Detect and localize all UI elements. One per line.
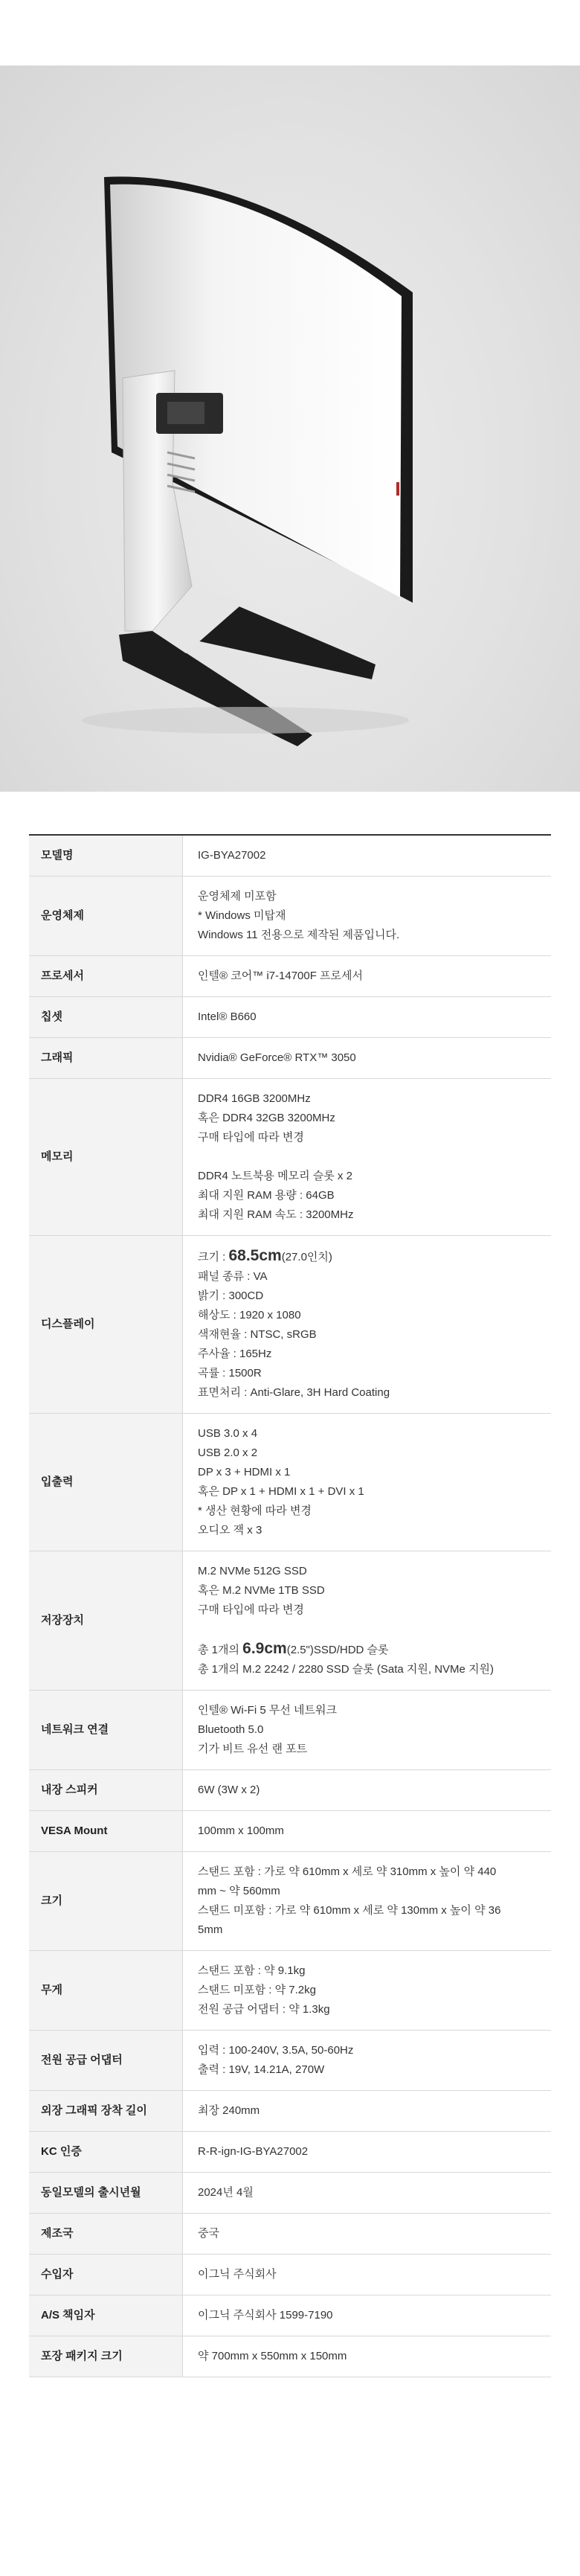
- spec-label: 전원 공급 어댑터: [29, 2031, 183, 2091]
- spec-line: 6W (3W x 2): [198, 1784, 260, 1796]
- spec-row-release: [29, 2173, 551, 2214]
- spec-line: 표면처리 : Anti-Glare, 3H Hard Coating: [198, 1386, 390, 1399]
- spec-row-io: [29, 1414, 551, 1551]
- spec-line: 총 1개의 M.2 2242 / 2280 SSD 슬롯 (Sata 지원, NVMe 지원): [198, 1663, 494, 1676]
- spec-value: [183, 997, 552, 1038]
- line-gap: [198, 1147, 536, 1167]
- spec-row-storage: [29, 1551, 551, 1691]
- spec-row-graphics: [29, 1038, 551, 1079]
- curved-monitor-illustration: [0, 65, 580, 792]
- size-suffix: (27.0인치): [281, 1251, 332, 1263]
- spec-line: * 생산 현황에 따라 변경: [198, 1505, 312, 1517]
- spec-row-size: [29, 1852, 551, 1951]
- spec-line: mm ~ 약 560mm: [198, 1885, 280, 1897]
- spec-label: 제조국: [29, 2214, 183, 2255]
- spec-value: [183, 1951, 552, 2031]
- product-photo: [0, 65, 580, 792]
- spec-value: [183, 835, 552, 877]
- spec-line: 2024년 4월: [198, 2186, 254, 2199]
- spec-row-chipset: [29, 997, 551, 1038]
- spec-label: 네트워크 연결: [29, 1691, 183, 1770]
- spec-line: Windows 11 전용으로 제작된 제품입니다.: [198, 929, 400, 941]
- spec-line: 해상도 : 1920 x 1080: [198, 1309, 301, 1321]
- spec-value: [183, 1691, 552, 1770]
- spec-line: 기가 비트 유선 랜 포트: [198, 1743, 308, 1755]
- spec-table: [29, 834, 551, 2377]
- spec-line: Bluetooth 5.0: [198, 1723, 264, 1736]
- spec-row-speaker: [29, 1770, 551, 1811]
- spec-line: 최장 240mm: [198, 2104, 260, 2117]
- spec-value: [183, 2132, 552, 2173]
- spec-line: 최대 지원 RAM 속도 : 3200MHz: [198, 1208, 354, 1221]
- size-prefix: 크기 :: [198, 1251, 229, 1263]
- spec-value: [183, 2255, 552, 2295]
- spec-label: 포장 패키지 크기: [29, 2336, 183, 2377]
- spec-line: 주사율 : 165Hz: [198, 1348, 272, 1360]
- bay-highlight: 6.9cm: [242, 1640, 287, 1657]
- spec-row-os: [29, 877, 551, 956]
- spec-label: 외장 그래픽 장착 길이: [29, 2091, 183, 2132]
- spec-label: 내장 스피커: [29, 1770, 183, 1811]
- line-gap: [198, 1620, 536, 1639]
- bay-suffix: (2.5")SSD/HDD 슬롯: [286, 1644, 389, 1656]
- spec-row-display: [29, 1236, 551, 1414]
- spec-line: 운영체제 미포함: [198, 890, 277, 903]
- spec-label: 프로세서: [29, 956, 183, 997]
- spec-line: IG-BYA27002: [198, 849, 266, 862]
- spec-label: A/S 책임자: [29, 2295, 183, 2336]
- spec-label: 크기: [29, 1852, 183, 1951]
- spec-line: 구매 타입에 따라 변경: [198, 1131, 304, 1144]
- spec-line: 곡률 : 1500R: [198, 1367, 262, 1380]
- spec-row-network: [29, 1691, 551, 1770]
- spec-label: 모델명: [29, 835, 183, 877]
- spec-line: 혹은 M.2 NVMe 1TB SSD: [198, 1584, 325, 1597]
- spec-value: [183, 1236, 552, 1414]
- spec-line: Intel® B660: [198, 1010, 257, 1023]
- spec-row-processor: [29, 956, 551, 997]
- spec-line: 최대 지원 RAM 용량 : 64GB: [198, 1189, 335, 1202]
- spec-label: 무게: [29, 1951, 183, 2031]
- spec-line: 이그닉 주식회사 1599-7190: [198, 2309, 333, 2322]
- spec-line: * Windows 미탑재: [198, 909, 286, 922]
- spec-label: 동일모델의 출시년월: [29, 2173, 183, 2214]
- spec-line: 패널 종류 : VA: [198, 1270, 268, 1283]
- spec-line: 스탠드 미포함 : 약 7.2kg: [198, 1984, 316, 1996]
- spec-value: [183, 2336, 552, 2377]
- spec-label: 그래픽: [29, 1038, 183, 1079]
- spec-label: 저장장치: [29, 1551, 183, 1691]
- spec-value: [183, 1852, 552, 1951]
- spec-row-as: [29, 2295, 551, 2336]
- spec-label: KC 인증: [29, 2132, 183, 2173]
- spec-line: 밝기 : 300CD: [198, 1289, 264, 1302]
- spec-line: 100mm x 100mm: [198, 1824, 284, 1837]
- spec-line: 혹은 DDR4 32GB 3200MHz: [198, 1112, 335, 1124]
- spec-line: 인텔® 코어™ i7-14700F 프로세서: [198, 970, 364, 982]
- spec-value: [183, 1414, 552, 1551]
- spec-line: DP x 3 + HDMI x 1: [198, 1466, 291, 1478]
- spec-line: 혹은 DP x 1 + HDMI x 1 + DVI x 1: [198, 1485, 364, 1498]
- size-highlight: 68.5cm: [228, 1247, 282, 1264]
- spec-value: [183, 1038, 552, 1079]
- spec-value: [183, 2091, 552, 2132]
- spec-label: 운영체제: [29, 877, 183, 956]
- spec-row-kc: [29, 2132, 551, 2173]
- spec-row-model: [29, 835, 551, 877]
- spec-line: 색재현율 : NTSC, sRGB: [198, 1328, 317, 1341]
- spec-line: 이그닉 주식회사: [198, 2268, 277, 2281]
- spec-line: 인텔® Wi-Fi 5 무선 네트워크: [198, 1704, 337, 1717]
- spec-label: 디스플레이: [29, 1236, 183, 1414]
- spec-value: [183, 1811, 552, 1852]
- spec-row-vesa: [29, 1811, 551, 1852]
- spec-value: [183, 2173, 552, 2214]
- spec-label: 칩셋: [29, 997, 183, 1038]
- spec-row-package: [29, 2336, 551, 2377]
- spec-row-memory: [29, 1079, 551, 1236]
- spec-line: M.2 NVMe 512G SSD: [198, 1565, 307, 1577]
- spec-line: USB 3.0 x 4: [198, 1427, 258, 1440]
- spec-value: [183, 956, 552, 997]
- spec-value: [183, 877, 552, 956]
- spec-value: [183, 1079, 552, 1236]
- spec-line: R-R-ign-IG-BYA27002: [198, 2145, 309, 2158]
- spec-label: 입출력: [29, 1414, 183, 1551]
- spec-label: VESA Mount: [29, 1811, 183, 1852]
- spec-row-importer: [29, 2255, 551, 2295]
- spec-line: 입력 : 100-240V, 3.5A, 50-60Hz: [198, 2044, 354, 2057]
- spec-value: [183, 1770, 552, 1811]
- spec-line: 약 700mm x 550mm x 150mm: [198, 2350, 347, 2362]
- spec-line: USB 2.0 x 2: [198, 1446, 258, 1459]
- spec-label: 메모리: [29, 1079, 183, 1236]
- spec-value: [183, 2214, 552, 2255]
- storage-bay-line: [198, 1639, 536, 1660]
- spec-row-power: [29, 2031, 551, 2091]
- spec-line: 구매 타입에 따라 변경: [198, 1603, 304, 1616]
- display-size-line: [198, 1246, 536, 1267]
- spec-line: 스탠드 미포함 : 가로 약 610mm x 세로 약 130mm x 높이 약 36: [198, 1904, 501, 1917]
- spec-row-gpu-length: [29, 2091, 551, 2132]
- spec-label: 수입자: [29, 2255, 183, 2295]
- spec-line: DDR4 노트북용 메모리 슬롯 x 2: [198, 1170, 352, 1182]
- spec-line: DDR4 16GB 3200MHz: [198, 1092, 311, 1105]
- spec-value: [183, 1551, 552, 1691]
- spec-line: 스탠드 포함 : 가로 약 610mm x 세로 약 310mm x 높이 약 440: [198, 1865, 497, 1878]
- spec-line: 전원 공급 어댑터 : 약 1.3kg: [198, 2003, 330, 2016]
- spec-line: 스탠드 포함 : 약 9.1kg: [198, 1964, 306, 1977]
- spec-line: 5mm: [198, 1923, 223, 1936]
- spec-line: 오디오 잭 x 3: [198, 1524, 262, 1537]
- spec-row-weight: [29, 1951, 551, 2031]
- spec-line: 중국: [198, 2227, 219, 2240]
- spec-value: [183, 2295, 552, 2336]
- spec-row-country: [29, 2214, 551, 2255]
- bay-prefix: 총 1개의: [198, 1644, 243, 1656]
- spec-line: 출력 : 19V, 14.21A, 270W: [198, 2063, 325, 2076]
- spec-line: Nvidia® GeForce® RTX™ 3050: [198, 1051, 356, 1064]
- spec-value: [183, 2031, 552, 2091]
